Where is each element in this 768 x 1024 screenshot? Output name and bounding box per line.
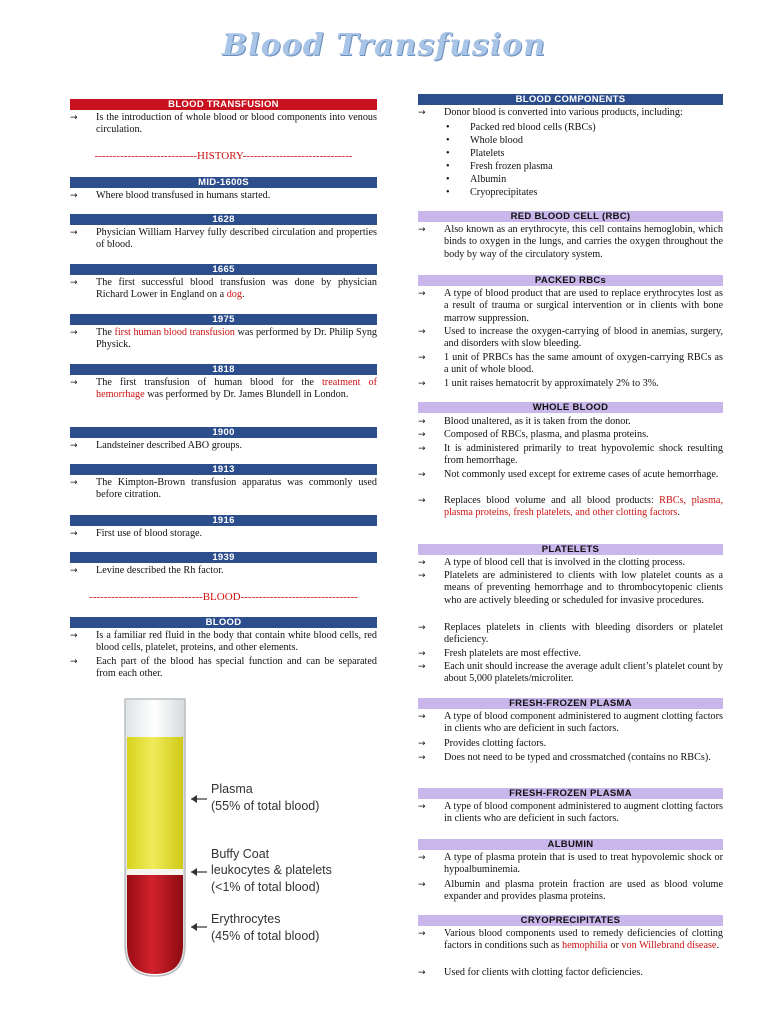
arrow-icon: →: [418, 353, 426, 363]
arrow-icon: →: [70, 328, 78, 338]
bullet-item: → Replaces blood volume and all blood products: RBCs, plasma, plasma proteins, fresh platelets, and other clotting factors.: [418, 495, 723, 519]
section-header-albumin: ALBUMIN: [418, 839, 723, 850]
section-header-fresh-frozen-plasma-2: FRESH-FROZEN PLASMA: [418, 788, 723, 799]
bullet-item: → Levine described the Rh factor.: [70, 565, 224, 576]
erythrocytes-percent: (45% of total blood): [211, 929, 320, 943]
section-header-blood-components: BLOOD COMPONENTS: [418, 94, 723, 105]
blood-divider: -------------------------------BLOOD--------------------------------: [89, 591, 358, 603]
arrow-icon: →: [418, 417, 426, 427]
bullet-item: → Each unit should increase the average adult client’s platelet count by about 5,000 platelets/microliter.: [418, 661, 723, 685]
arrow-icon: →: [418, 379, 426, 389]
bullet-item: → The first transfusion of human blood for the treatment of hemorrhage was performed by Dr. James Blundell in London.: [70, 377, 378, 401]
section-header-1916: 1916: [70, 515, 377, 526]
bullet-item: → Composed of RBCs, plasma, and plasma proteins.: [418, 429, 649, 440]
bullet-item: → Also known as an erythrocyte, this cell contains hemoglobin, which binds to oxygen in the lungs, and carries the oxygen throughout the body by way of the circulatory system.: [418, 224, 723, 260]
arrow-icon: →: [418, 558, 426, 568]
section-header-packed-rbcs: PACKED RBCs: [418, 275, 723, 286]
bullet-icon: •: [446, 148, 450, 159]
history-divider: ----------------------------HISTORY------------------------------: [94, 150, 353, 162]
bullet-item: → 1 unit of PRBCs has the same amount of oxygen-carrying RBCs as a unit of whole blood.: [418, 352, 723, 376]
arrow-icon: →: [418, 649, 426, 659]
bullet-item: → Replaces platelets in clients with bleeding disorders or platelet deficiency.: [418, 622, 723, 646]
bullet-item: → Used to increase the oxygen-carrying of blood in anemias, surgery, and disorders with slow bleeding.: [418, 326, 723, 350]
bullet-icon: •: [446, 122, 450, 133]
arrow-icon: →: [418, 496, 426, 506]
arrow-icon: →: [418, 327, 426, 337]
plasma-percent: (55% of total blood): [211, 799, 320, 813]
bullet-item: → Where blood transfused in humans started.: [70, 190, 271, 201]
bullet-item: → Provides clotting factors.: [418, 738, 547, 749]
section-header-1628: 1628: [70, 214, 377, 225]
arrow-icon: →: [418, 739, 426, 749]
section-header-1913: 1913: [70, 464, 377, 475]
bullet-icon: •: [446, 174, 450, 185]
bullet-item: → Is a familiar red fluid in the body that contain white blood cells, red blood cells, platelet, proteins, and other elements.: [70, 630, 377, 654]
buffy-coat-sub: leukocytes & platelets: [211, 863, 332, 877]
blood-tube-illustration: [115, 695, 355, 980]
section-header-1665: 1665: [70, 264, 377, 275]
list-item: • Fresh frozen plasma: [446, 161, 553, 172]
bullet-item: → Not commonly used except for extreme cases of acute hemorrhage.: [418, 469, 719, 480]
buffy-coat-label: Buffy Coat: [211, 847, 270, 861]
bullet-item: → A type of blood component administered to augment clotting factors in clients who are deficient in such factors.: [418, 711, 723, 735]
arrow-icon: →: [70, 191, 78, 201]
test-tube-icon: [115, 695, 355, 980]
bullet-item: → Albumin and plasma protein fraction are used as blood volume expander and provides plasma proteins.: [418, 879, 723, 903]
arrow-icon: →: [418, 108, 426, 118]
bullet-item: → Physician William Harvey fully described circulation and properties of blood.: [70, 227, 377, 251]
section-header-1975: 1975: [70, 314, 377, 325]
arrow-icon: →: [418, 853, 426, 863]
bullet-item: → Used for clients with clotting factor deficiencies.: [418, 967, 643, 978]
bullet-item: → A type of plasma protein that is used to treat hypovolemic shock or hypoalbuminemia.: [418, 852, 723, 876]
bullet-item: → A type of blood product that are used to replace erythrocytes lost as a result of trauma or surgical intervention or in clients with bone marrow suppression.: [418, 288, 723, 324]
section-header-rbc: RED BLOOD CELL (RBC): [418, 211, 723, 222]
section-header-whole-blood: WHOLE BLOOD: [418, 402, 723, 413]
arrow-icon: →: [418, 968, 426, 978]
arrow-icon: →: [70, 478, 78, 488]
arrow-icon: →: [418, 712, 426, 722]
arrow-icon: →: [418, 289, 426, 299]
list-item: • Cryoprecipitates: [446, 187, 538, 198]
arrow-icon: →: [70, 113, 78, 123]
page-title: Blood Transfusion: [221, 28, 547, 63]
bullet-item: → Platelets are administered to clients with low platelet counts as a means of preventing hemorrhage and to thrombocytopenic clients who are actively bleeding or scheduled for invasive procedures.: [418, 570, 723, 606]
bullet-item: → It is administered primarily to treat hypovolemic shock resulting from hemorrhage.: [418, 443, 723, 467]
list-item: • Albumin: [446, 174, 507, 185]
arrow-icon: →: [418, 929, 426, 939]
section-header-fresh-frozen-plasma: FRESH-FROZEN PLASMA: [418, 698, 723, 709]
bullet-icon: •: [446, 187, 450, 198]
section-header-platelets: PLATELETS: [418, 544, 723, 555]
list-item: • Platelets: [446, 148, 505, 159]
arrow-icon: →: [70, 631, 78, 641]
bullet-icon: •: [446, 135, 450, 146]
bullet-icon: •: [446, 161, 450, 172]
arrow-icon: →: [418, 225, 426, 235]
arrow-icon: →: [70, 278, 78, 288]
arrow-icon: →: [70, 441, 78, 451]
bullet-item: → The first human blood transfusion was performed by Dr. Philip Syng Physick.: [70, 327, 378, 351]
arrow-icon: →: [70, 228, 78, 238]
bullet-item: → Donor blood is converted into various products, including:: [418, 107, 683, 118]
bullet-item: → First use of blood storage.: [70, 528, 203, 539]
bullet-item: → Blood unaltered, as it is taken from the donor.: [418, 416, 631, 427]
list-item: • Packed red blood cells (RBCs): [446, 122, 596, 133]
arrow-icon: →: [418, 623, 426, 633]
bullet-item: → Each part of the blood has special function and can be separated from each other.: [70, 656, 377, 680]
bullet-item: → Various blood components used to remedy deficiencies of clotting factors in conditions such as hemophilia or von Willebrand disease.: [418, 928, 723, 952]
erythrocytes-label: Erythrocytes: [211, 912, 281, 926]
bullet-item: → Is the introduction of whole blood or blood components into venous circulation.: [70, 112, 377, 136]
section-header-1818: 1818: [70, 364, 377, 375]
arrow-icon: →: [70, 378, 78, 388]
arrow-icon: →: [418, 880, 426, 890]
bullet-item: → Does not need to be typed and crossmatched (contains no RBCs).: [418, 752, 711, 763]
arrow-icon: →: [418, 444, 426, 454]
arrow-icon: →: [418, 571, 426, 581]
arrow-icon: →: [418, 753, 426, 763]
bullet-item: → Landsteiner described ABO groups.: [70, 440, 242, 451]
section-header-cryoprecipitates: CRYOPRECIPITATES: [418, 915, 723, 926]
list-item: • Whole blood: [446, 135, 523, 146]
arrow-icon: →: [70, 566, 78, 576]
arrow-icon: →: [418, 802, 426, 812]
section-header-1900: 1900: [70, 427, 377, 438]
arrow-icon: →: [418, 662, 426, 672]
arrow-icon: →: [70, 529, 78, 539]
section-header-blood: BLOOD: [70, 617, 377, 628]
bullet-item: → The first successful blood transfusion was done by physician Richard Lower in England on a dog.: [70, 277, 377, 301]
bullet-item: → A type of blood component administered to augment clotting factors in clients who are deficient in such factors.: [418, 801, 723, 825]
arrow-icon: →: [418, 470, 426, 480]
bullet-item: → Fresh platelets are most effective.: [418, 648, 582, 659]
bullet-item: → The Kimpton-Brown transfusion apparatus was commonly used before citration.: [70, 477, 377, 501]
arrow-icon: →: [70, 657, 78, 667]
bullet-item: → A type of blood cell that is involved in the clotting process.: [418, 557, 686, 568]
plasma-label: Plasma: [211, 782, 253, 796]
section-header-1939: 1939: [70, 552, 377, 563]
arrow-icon: →: [418, 430, 426, 440]
buffy-coat-percent: (<1% of total blood): [211, 880, 320, 894]
section-header-mid-1600s: MID-1600S: [70, 177, 377, 188]
bullet-item: → 1 unit raises hematocrit by approximately 2% to 3%.: [418, 378, 659, 389]
section-header-blood-transfusion: BLOOD TRANSFUSION: [70, 99, 377, 110]
